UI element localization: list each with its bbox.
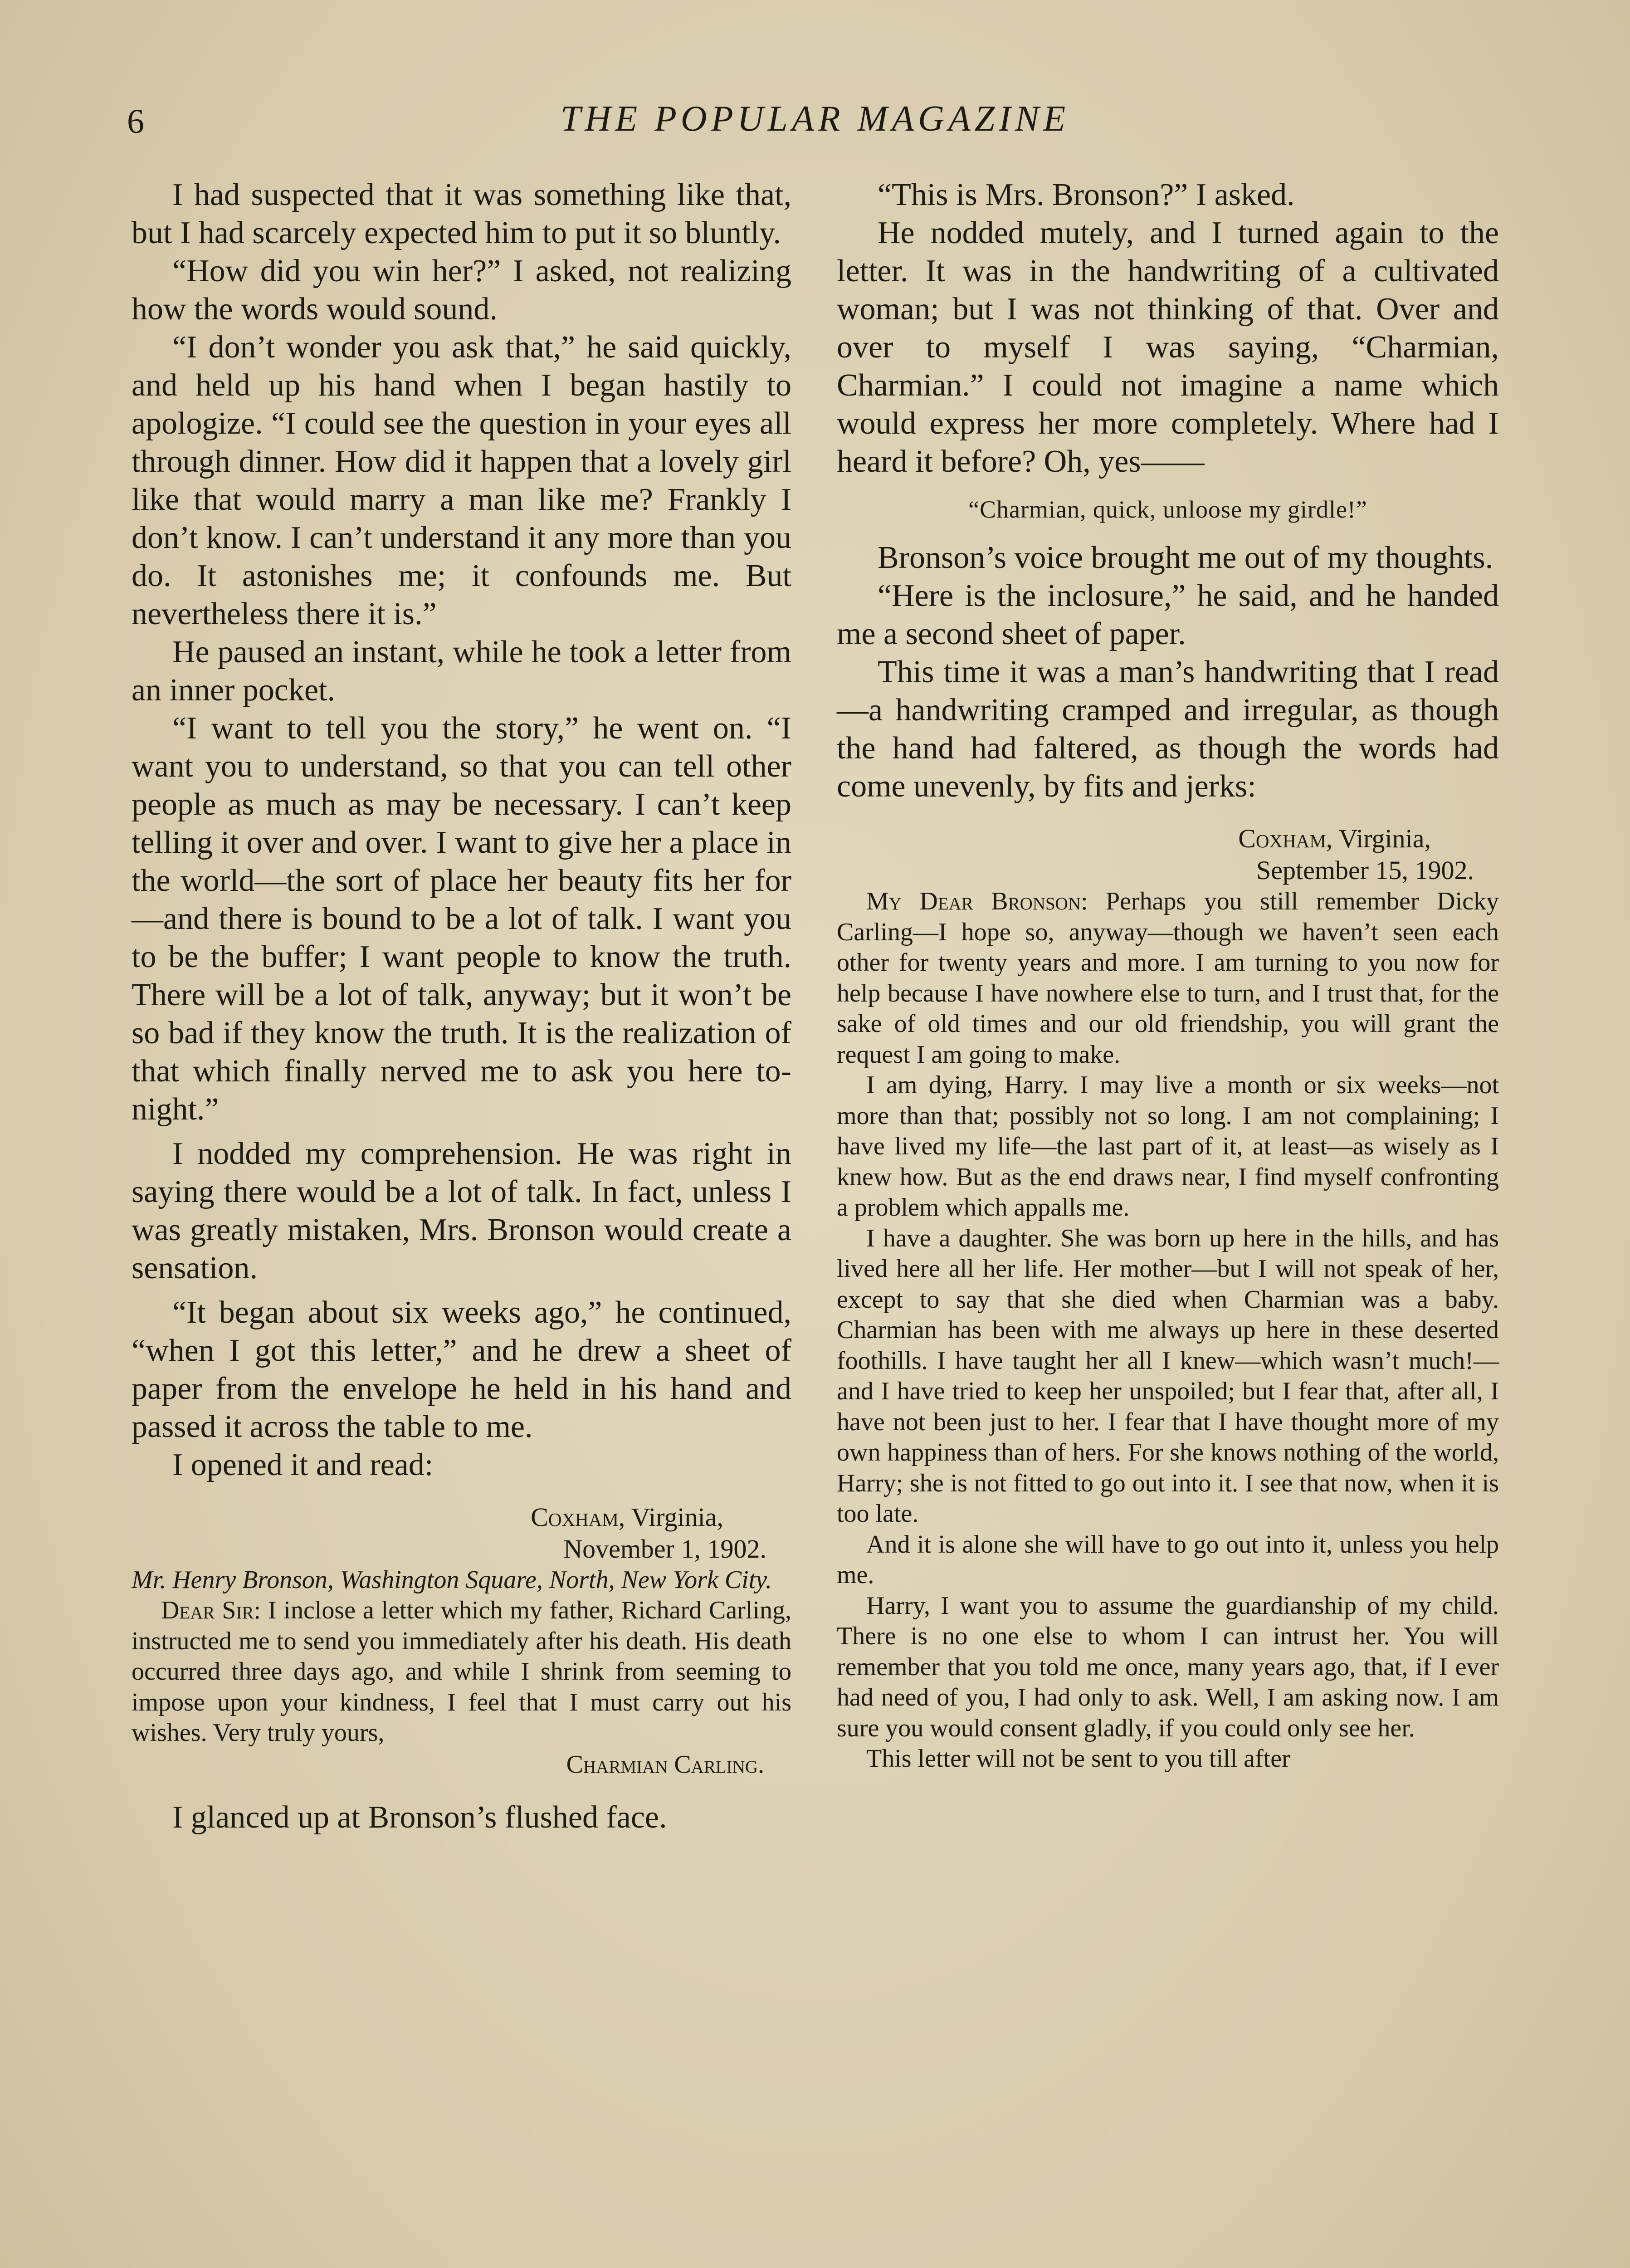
letter-body-text: : I inclose a letter which my father, Richard Carling, instructed me to send you immediately after his death. His death occurred three days ago, and while I shrink from seeming to impose upon your kindness, I feel that I must carry out his wishes. Very truly yours, — [132, 1596, 792, 1747]
paragraph: “I don’t wonder you ask that,” he said quickly, and held up his hand when I began hastily to apologize. “I could see the question in your eyes all through dinner. How did it happen that a lovely girl like that would marry a man like me? Frankly I don’t know. I can’t understand it any more than you do. It astonishes me; it confounds me. But nevertheless there it is.” — [132, 330, 791, 631]
paragraph: He nodded mutely, and I turned again to the letter. It was in the handwriting of a cultivated woman; but I was not thinking of that. Over and over to myself I was saying, “Charmian, Charmian.” I could not imagine a name which would express her more completely. Where had I heard it before? Oh, yes—— — [837, 215, 1499, 479]
letter-date: November 1, 1902. — [563, 1534, 766, 1564]
running-head: THE POPULAR MAGAZINE — [560, 99, 1070, 139]
letter-body-text: : Perhaps you still remember Dicky Carling—I hope so, anyway—though we haven’t seen each other for twenty years and more. I am turning to you now for help because I have nowhere else to turn, and I trust that, for the sake of old times and our old friendship, you will grant the request I am going to make. — [837, 887, 1499, 1069]
letter-signature: Charmian Carling. — [566, 1750, 764, 1779]
letter-place-rest: , Virginia, — [618, 1502, 723, 1532]
letter-paragraph: I am dying, Harry. I may live a month or six weeks—not more than that; possibly not so long. I am not complaining; I have lived my life—the last part of it, at least—as wisely as I knew how. But as the end draws near, I find myself confronting a problem which appalls me. — [837, 1071, 1499, 1222]
paragraph: He paused an instant, while he took a letter from an inner pocket. — [132, 635, 791, 708]
paragraph: I opened it and read: — [172, 1447, 434, 1482]
paragraph: “This is Mrs. Bronson?” I asked. — [878, 177, 1295, 212]
daughter-letter — [132, 1501, 791, 1780]
letter-paragraph: This letter will not be sent to you till after — [866, 1745, 1290, 1773]
letter-body — [132, 1595, 791, 1749]
letter-paragraph: And it is alone she will have to go out into it, unless you help me. — [837, 1530, 1499, 1589]
letter-place-rest: , Virginia, — [1326, 824, 1431, 853]
letter-salutation: My Dear Bronson — [866, 887, 1081, 915]
letter-place — [132, 1501, 791, 1533]
paragraph: I glanced up at Bronson’s flushed face. — [172, 1799, 667, 1835]
page-number: 6 — [127, 103, 144, 141]
paragraph: Bronson’s voice brought me out of my thoughts. — [878, 540, 1493, 575]
father-letter — [837, 823, 1499, 1774]
paragraph: I nodded my comprehension. He was right in saying there would be a lot of talk. In fact, unless I was greatly mistaken, Mrs. Bronson would create a sensation. — [132, 1136, 791, 1286]
letter-place-name: Coxham — [1238, 824, 1326, 853]
letter-place — [837, 823, 1499, 855]
left-column — [132, 176, 791, 1837]
paragraph: This time it was a man’s handwriting that I read—a handwriting cramped and irregular, as though the hand had faltered, as though the words had come unevenly, by fits and jerks: — [837, 655, 1499, 804]
letter-paragraph: I have a daughter. She was born up here in the hills, and has lived here all her life. Her mother—but I will not speak of her, except to say that she died when Charmian was a baby. Charmian has been with me always up here in these deserted foothills. I have taught her all I knew—which wasn’t much!—and I have tried to keep her unspoiled; but I fear that, after all, I have not been just to her. I fear that I have thought more of my own happiness than of hers. For she knows nothing of the world, Harry; she is not fitted to go out into it. I see that now, when it is too late. — [837, 1224, 1499, 1528]
letter-first-paragraph — [837, 886, 1499, 1070]
letter-date: September 15, 1902. — [1256, 855, 1474, 885]
letter-addressee: Mr. Henry Bronson, Washington Square, North, New York City. — [132, 1566, 772, 1594]
letter-paragraph: Harry, I want you to assume the guardianship of my child. There is no one else to whom I can intrust her. You will remember that you told me once, many years ago, that, if I ever had need of you, I had only to ask. Well, I am asking now. I am sure you would consent gladly, if you could only see her. — [837, 1591, 1499, 1742]
quotation: “Charmian, quick, unloose my girdle!” — [968, 496, 1367, 523]
paragraph: “Here is the inclosure,” he said, and he handed me a second sheet of paper. — [837, 578, 1499, 651]
letter-place-name: Coxham — [531, 1502, 619, 1532]
right-column — [837, 176, 1499, 1774]
letter-salutation: Dear Sir — [161, 1596, 254, 1624]
paragraph: “It began about six weeks ago,” he continued, “when I got this letter,” and he drew a sheet of paper from the envelope he held in his hand and passed it across the table to me. — [132, 1295, 791, 1444]
paragraph: “How did you win her?” I asked, not realizing how the words would sound. — [132, 254, 791, 327]
paragraph: I had suspected that it was something like that, but I had scarcely expected him to put it so bluntly. — [132, 177, 791, 250]
paragraph: “I want to tell you the story,” he went on. “I want you to understand, so that you can tell other people as much as may be necessary. I can’t keep telling it over and over. I want to give her a place in the world—the sort of place her beauty fits her for—and there is bound to be a lot of talk. I want you to be the buffer; I want people to know the truth. There will be a lot of talk, anyway; but it won’t be so bad if they know the truth. It is the realization of that which finally nerved me to ask you here to-night.” — [132, 711, 791, 1127]
